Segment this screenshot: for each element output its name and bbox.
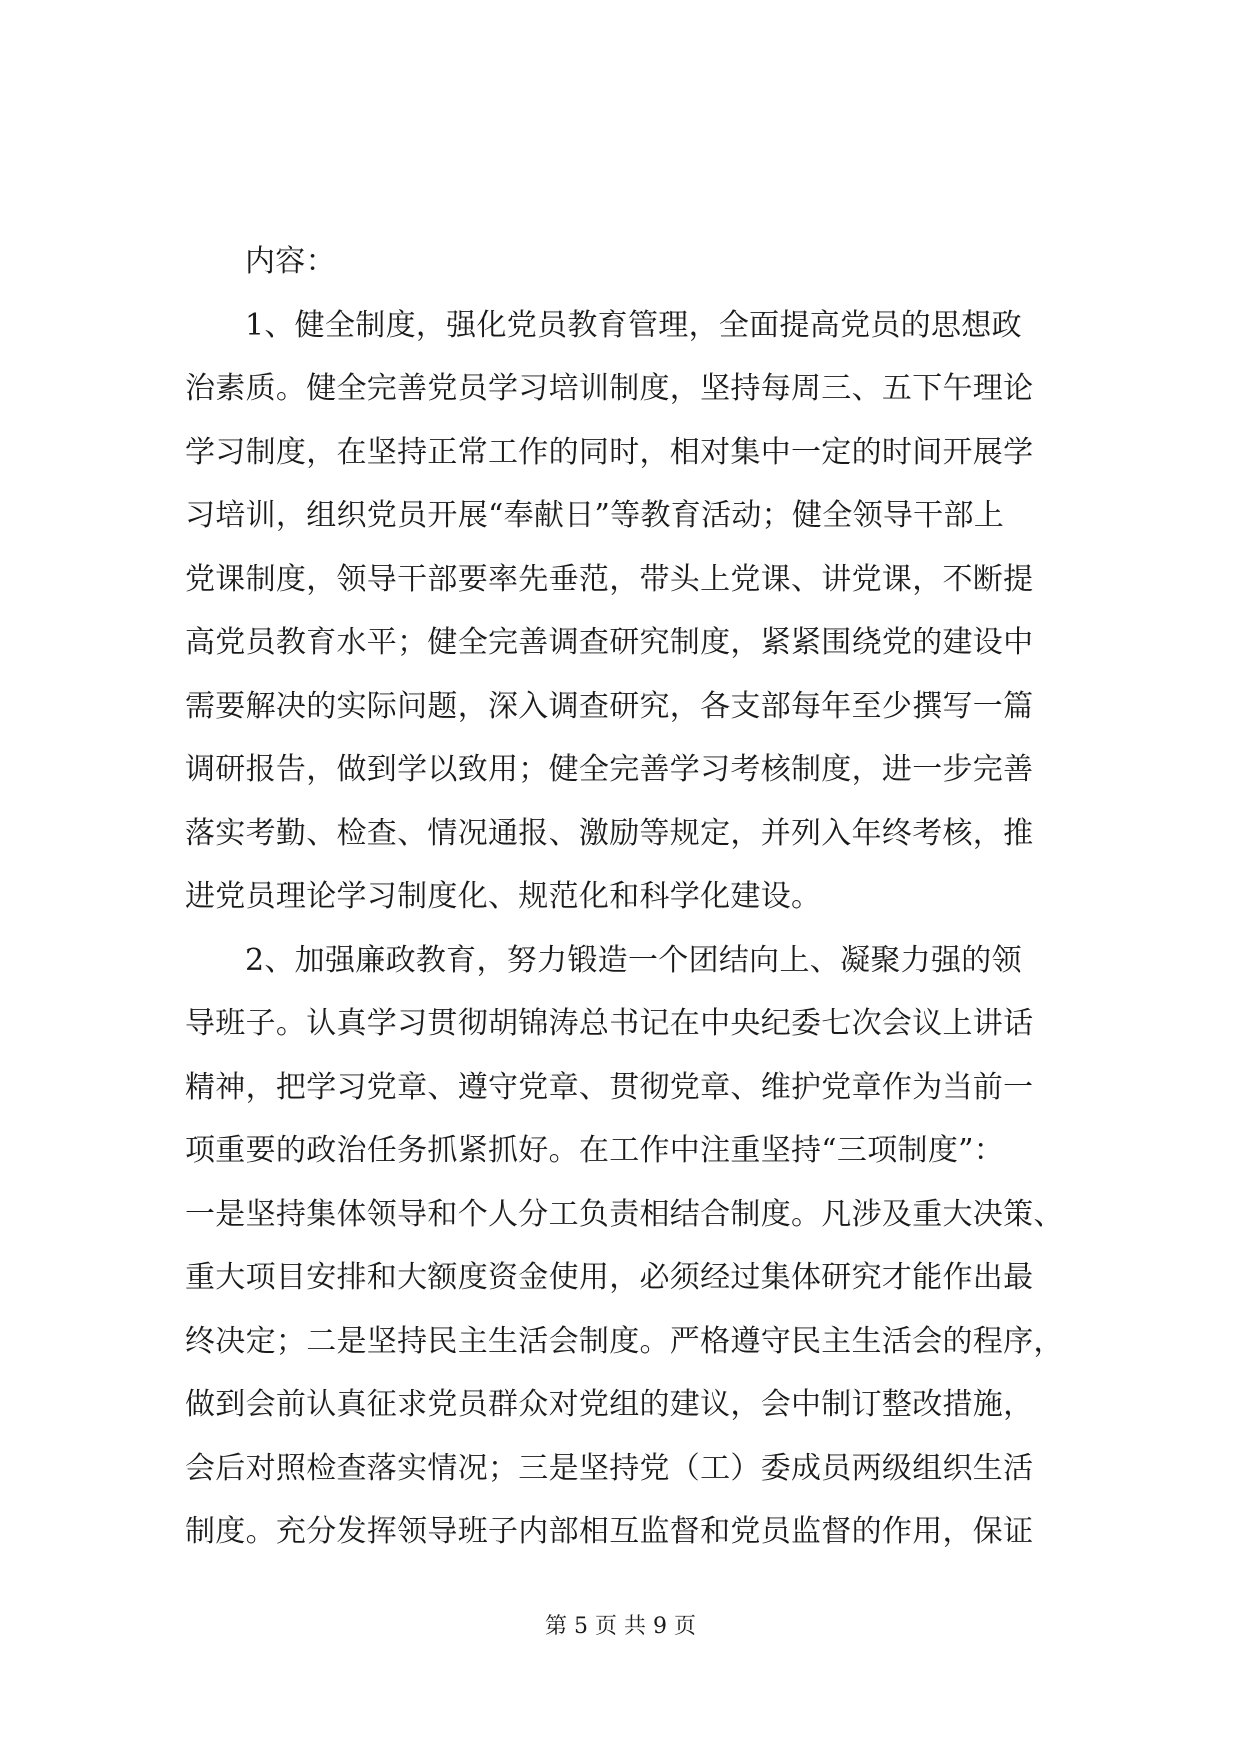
text-line: 调研报告，做到学以致用；健全完善学习考核制度，进一步完善 — [185, 752, 1034, 787]
text-line: 学习制度，在坚持正常工作的同时，相对集中一定的时间开展学 — [185, 434, 1034, 470]
text-line: 精神，把学习党章、遵守党章、贯彻党章、维护党章作为当前一 — [185, 1069, 1034, 1105]
text-line: 党课制度，领导干部要率先垂范，带头上党课、讲党课，不断提 — [185, 561, 1034, 597]
page-footer: 第 5 页 共 9 页 — [545, 1614, 696, 1639]
text-line: 导班子。认真学习贯彻胡锦涛总书记在中央纪委七次会议上讲话 — [185, 1006, 1034, 1041]
text-line: 会后对照检查落实情况；三是坚持党（工）委成员两级组织生活 — [185, 1450, 1034, 1486]
text-line: 内容： — [245, 244, 336, 279]
text-line: 终决定；二是坚持民主生活会制度。严格遵守民主生活会的程序， — [185, 1323, 1064, 1359]
text-line: 需要解决的实际问题，深入调查研究，各支部每年至少撰写一篇 — [185, 688, 1034, 724]
text-line: 重大项目安排和大额度资金使用，必须经过集体研究才能作出最 — [185, 1260, 1034, 1295]
text-line: 落实考勤、检查、情况通报、激励等规定，并列入年终考核，推 — [185, 815, 1034, 851]
text-line: 做到会前认真征求党员群众对党组的建议，会中制订整改措施， — [185, 1387, 1034, 1422]
text-line: 项重要的政治任务抓紧抓好。在工作中注重坚持“三项制度”： — [185, 1133, 1005, 1168]
text-line: 治素质。健全完善党员学习培训制度，坚持每周三、五下午理论 — [185, 371, 1034, 406]
text-line: 制度。充分发挥领导班子内部相互监督和党员监督的作用，保证 — [185, 1514, 1034, 1549]
text-line: 2、加强廉政教育，努力锻造一个团结向上、凝聚力强的领 — [245, 942, 1022, 978]
text-line: 1、健全制度，强化党员教育管理，全面提高党员的思想政 — [245, 307, 1022, 343]
text-line: 进党员理论学习制度化、规范化和科学化建设。 — [185, 879, 822, 914]
text-line: 一是坚持集体领导和个人分工负责相结合制度。凡涉及重大决策、 — [185, 1196, 1064, 1232]
text-line: 高党员教育水平；健全完善调查研究制度，紧紧围绕党的建设中 — [185, 625, 1034, 660]
document-body — [185, 230, 1085, 1564]
text-line: 习培训，组织党员开展“奉献日”等教育活动；健全领导干部上 — [185, 498, 1005, 533]
